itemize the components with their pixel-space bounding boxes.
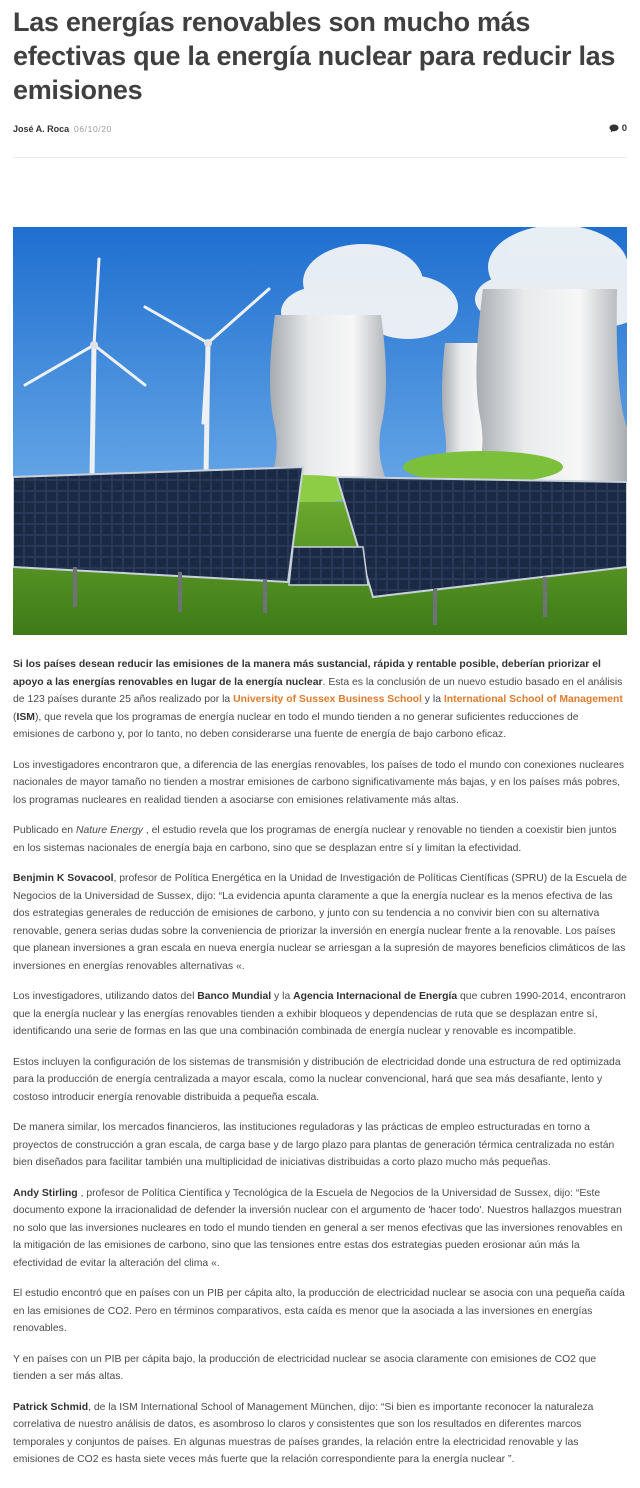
comments-link[interactable] [609, 123, 627, 134]
speech-bubble-icon [609, 124, 619, 133]
paragraph-6: Estos incluyen la configuración de los sistemas de transmisión y distribución de electricidad donde una estructura de red optimizada para la producción de energía centralizada a mayor escala, como la nuclear convencional, hará que sea más desafiante, lento y costoso introducir energía renovable distribuida a pequeña escala. [13, 1056, 621, 1103]
paragraph-2: Los investigadores encontraron que, a diferencia de las energías renovables, los países de todo el mundo con conexiones nucleares nacionales de mayor tamaño no tienden a mostrar emisiones de carbono significativamente más bajas, y en los países más pobres, los programas nucleares en realidad tienden a asociarse con emisiones relativamente más altas. [13, 759, 625, 806]
p5-text-3: que cubren 1990-2014, encontraron que la energía nuclear y las energías renovables tienden a exhibir bloqueos y dependencias de ruta que se desplazan entre sí, identificando una serie de formas en las que una combinación combinada de energía nuclear y renovable es incompatible. [13, 991, 626, 1037]
paragraph-9: El estudio encontró que en países con un PIB per cápita alto, la producción de electricidad nuclear se asocia con una pequeña caída en las emisiones de CO2. Pero en términos comparativos, esta caída es menor que la asociada a las inversiones en energías renovables. [13, 1288, 625, 1334]
article-meta [13, 120, 627, 140]
article-title: Las energías renovables son mucho más efectivas que la energía nuclear para reducir las emisiones [13, 7, 616, 105]
p4-text: , profesor de Política Energética en la Unidad de Investigación de Políticas Científicas (SPRU) de la Escuela de Negocios de la Universidad de Sussex, dijo: “La evidencia apunta claramente a que la energía nuclear es la menos efectiva de las dos estrategias generales de reducción de emisiones de carbono, y junto con su tendencia a no convivir bien con su alternativa renovable, genera serias dudas sobre la conveniencia de priorizar la inversión en energía nuclear frente a la renovable. Los países que planean inversiones a gran escala en nueva energía nuclear se arriesgan a la supresión de mayores beneficios climáticos de las inversiones en energías renovables alternativas «. [13, 873, 627, 972]
paragraph-5 [13, 988, 627, 1041]
lead-text-4: ), que revela que los programas de energía nuclear en todo el mundo tienden a no generar suficientes reducciones de emisiones de carbono y, por lo tanto, no deben considerarse una fuente de energía de bajo carbono eficaz. [13, 711, 579, 740]
paragraph-10: Y en países con un PIB per cápita bajo, la producción de electricidad nuclear se asocia claramente con emisiones de CO2 que tienden a ser más altas. [13, 1353, 597, 1382]
ism-abbr: ISM [16, 711, 35, 723]
renewables-vs-nuclear-illustration [13, 227, 627, 635]
person-stirling: Andy Stirling [13, 1187, 78, 1199]
lead-bold: Si los países desean reducir las emisiones de la manera más sustancial, rápida y rentable posible, deberían priorizar el apoyo a las energías renovables en lugar de la energía nuclear [13, 659, 601, 688]
lead-text-2: y la [421, 694, 444, 705]
publish-date: 06/10/20 [74, 124, 112, 134]
paragraph-11 [13, 1399, 627, 1469]
person-sovacool: Benjmin K Sovacool [13, 873, 114, 884]
lead-paragraph [13, 656, 627, 744]
p11-text: , de la ISM International School of Management München, dijo: “Si bien es importante reconocer la naturaleza correlativa de nuestro análisis de datos, es asombroso lo claros y consistentes que son los resultados en diferentes marcos temporales y conjuntos de países. En algunas muestras de países grandes, la relación entre la electricidad renovable y las emisiones de CO2 es hasta siete veces más fuerte que la relación correspondiente para la energía nuclear ”. [13, 1401, 594, 1465]
article-body [13, 656, 627, 1482]
paragraph-7: De manera similar, los mercados financieros, las instituciones reguladoras y las prácticas de empleo estructuradas en torno a proyectos de construcción a gran escala, de carga base y de largo plazo para plantas de generación térmica centralizada no están bien diseñados para facilitar también una multiplicidad de iniciativas distribuidas a corto plazo mucho más pequeñas. [13, 1122, 615, 1168]
person-schmid: Patrick Schmid [13, 1401, 89, 1413]
link-university-of-sussex[interactable]: University of Sussex Business School [233, 694, 422, 705]
paragraph-3 [13, 822, 627, 857]
p5-text-2: y la [271, 991, 294, 1002]
org-agencia-energia: Agencia Internacional de Energía [293, 991, 458, 1002]
p8-text: , profesor de Política Científica y Tecnológica de la Escuela de Negocios de la Universidad de Sussex, dijo: “Este documento expone la irracionalidad de defender la inversión nuclear con el argumento de 'hacer todo'. Nuestros hallazgos muestran no solo que las inversiones nucleares en todo el mundo tienden en general a ser menos efectivas que las inversiones renovables en la mitigación de las emisiones de carbono, sino que las tensiones entre estas dos estrategias pueden erosionar aún más la efectividad de evitar la alteración del clima «. [13, 1187, 623, 1269]
link-international-school-of-management[interactable]: International School of Management [443, 694, 623, 705]
org-banco-mundial: Banco Mundial [197, 991, 272, 1002]
lead-text-1: . Esta es la conclusión de un nuevo estudio basado en el análisis de 123 países durante 25 años realizado por la [13, 676, 623, 705]
header-divider [13, 157, 627, 158]
journal-name: Nature Energy [75, 825, 143, 836]
p5-text-1: Los investigadores, utilizando datos del [13, 991, 198, 1002]
article-header [13, 0, 627, 140]
comment-count: 0 [621, 123, 627, 134]
paragraph-8 [13, 1185, 627, 1273]
p3-text-2: , el estudio revela que los programas de energía nuclear y renovable no tienden a coexistir bien juntos en los sistemas nacionales de energía baja en carbono, sino que se desplazan entre sí y limitan la efectividad. [13, 825, 617, 854]
paragraph-4 [13, 870, 627, 975]
lead-text-3: ( [13, 711, 17, 723]
p3-text-1: Publicado en [13, 825, 76, 836]
hero-image [13, 227, 627, 635]
author-link[interactable]: José A. Roca [13, 124, 70, 134]
